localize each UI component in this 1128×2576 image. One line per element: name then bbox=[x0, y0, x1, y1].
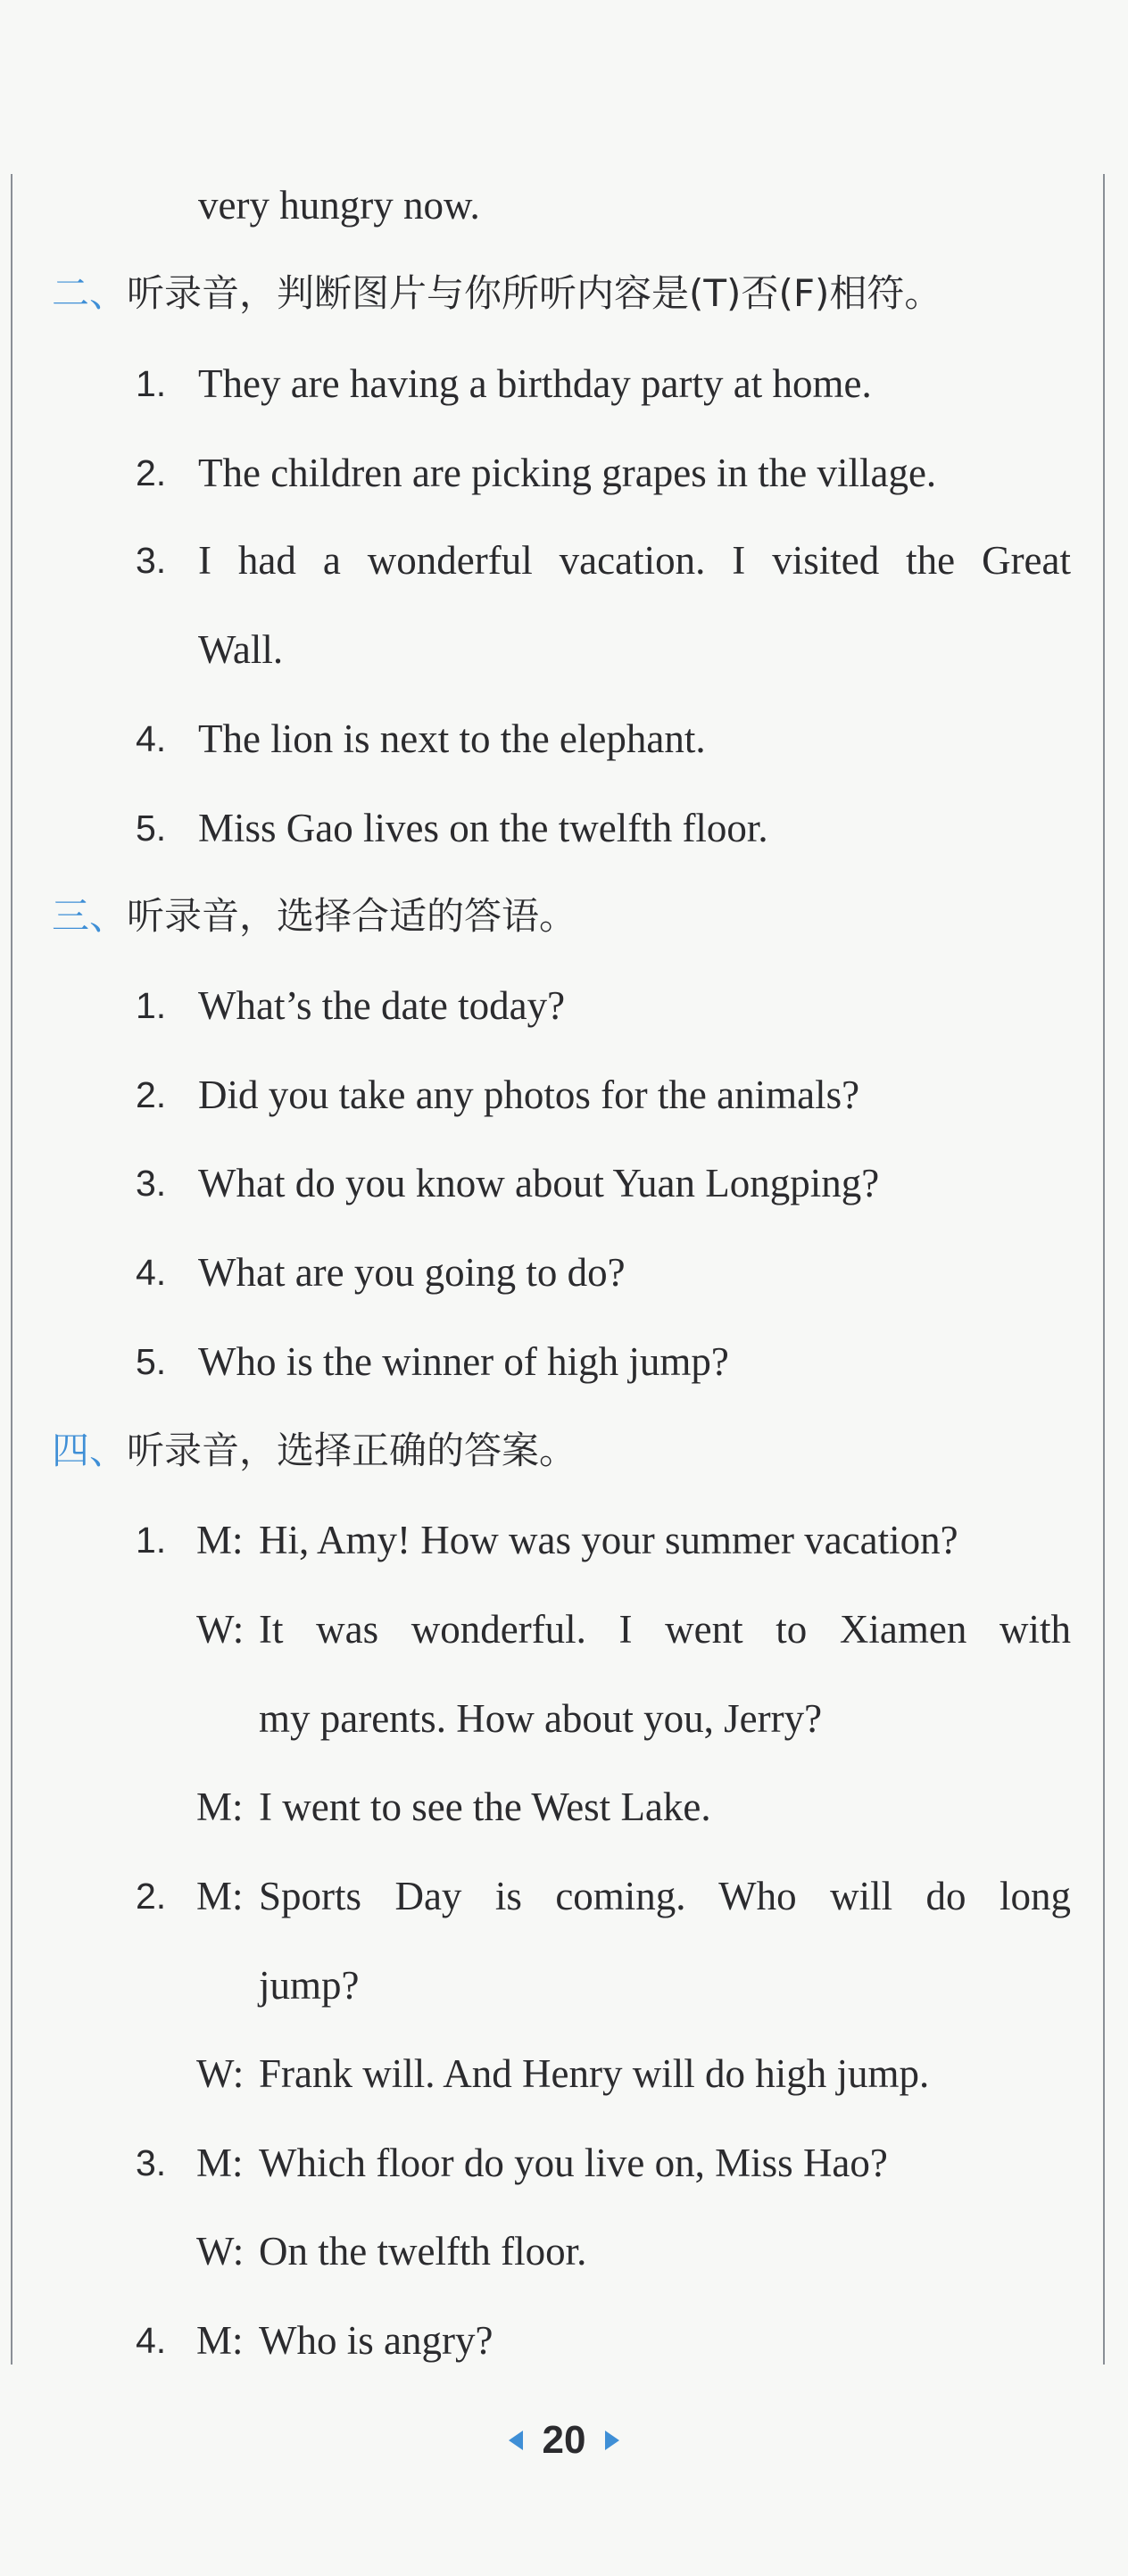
dialogue-text-continued: jump? bbox=[259, 1963, 360, 2008]
section-title: 听录音，判断图片与你所听内容是(T)否(F)相符。 bbox=[127, 271, 942, 315]
section-number: 三、 bbox=[52, 894, 128, 938]
section-title: 听录音，选择合适的答语。 bbox=[127, 894, 577, 938]
item-number: 2. bbox=[136, 1876, 167, 1917]
speaker-label: W: bbox=[196, 2051, 245, 2096]
page-border-left bbox=[11, 174, 12, 2365]
section-number: 二、 bbox=[52, 271, 128, 315]
item-text: What’s the date today? bbox=[198, 983, 566, 1028]
speaker-label: M: bbox=[196, 1785, 244, 1829]
item-number: 5. bbox=[136, 808, 167, 849]
dialogue-text-continued: my parents. How about you, Jerry? bbox=[259, 1696, 823, 1741]
item-text: The lion is next to the elephant. bbox=[198, 716, 706, 761]
item-number: 2. bbox=[136, 1074, 167, 1115]
section-heading bbox=[52, 267, 941, 320]
item-text: Who is the winner of high jump? bbox=[198, 1339, 729, 1384]
speaker-label: M: bbox=[196, 2141, 244, 2185]
item-text: What do you know about Yuan Longping? bbox=[198, 1161, 880, 1205]
section-title: 听录音，选择正确的答案。 bbox=[127, 1429, 577, 1472]
dialogue-text: On the twelfth floor. bbox=[259, 2229, 587, 2274]
speaker-label: M: bbox=[196, 1874, 244, 1918]
item-number: 3. bbox=[136, 2142, 167, 2183]
dialogue-text: Sports Day is coming. Who will do long bbox=[259, 1874, 1071, 1918]
speaker-label: M: bbox=[196, 1518, 244, 1562]
item-number: 4. bbox=[136, 1252, 167, 1293]
item-text: The children are picking grapes in the village. bbox=[198, 451, 937, 495]
dialogue-text: I went to see the West Lake. bbox=[259, 1785, 711, 1829]
triangle-left-icon bbox=[509, 2431, 523, 2450]
item-text: What are you going to do? bbox=[198, 1250, 626, 1295]
page-footer bbox=[0, 2409, 1128, 2472]
section-heading bbox=[52, 1424, 576, 1478]
item-text: Did you take any photos for the animals? bbox=[198, 1073, 860, 1117]
continued-text-line: very hungry now. bbox=[198, 183, 480, 228]
dialogue-text: Hi, Amy! How was your summer vacation? bbox=[259, 1518, 958, 1562]
item-number: 1. bbox=[136, 985, 167, 1026]
dialogue-text: Frank will. And Henry will do high jump. bbox=[259, 2051, 930, 2096]
item-text-continued: Wall. bbox=[198, 627, 284, 672]
item-text: I had a wonderful vacation. I visited the Great bbox=[198, 538, 1071, 583]
speaker-label: W: bbox=[196, 1607, 245, 1652]
item-text: They are having a birthday party at home. bbox=[198, 361, 872, 406]
triangle-right-icon bbox=[605, 2431, 619, 2450]
item-number: 1. bbox=[136, 1520, 167, 1561]
dialogue-text: It was wonderful. I went to Xiamen with bbox=[259, 1607, 1071, 1652]
page-number: 20 bbox=[542, 2418, 586, 2462]
dialogue-text: Which floor do you live on, Miss Hao? bbox=[259, 2141, 888, 2185]
item-number: 5. bbox=[136, 1341, 167, 1382]
item-text: Miss Gao lives on the twelfth floor. bbox=[198, 806, 768, 850]
speaker-label: M: bbox=[196, 2318, 244, 2363]
item-number: 1. bbox=[136, 363, 167, 404]
item-number: 2. bbox=[136, 452, 167, 493]
page-border-right bbox=[1103, 174, 1105, 2365]
item-number: 4. bbox=[136, 718, 167, 759]
item-number: 4. bbox=[136, 2320, 167, 2361]
speaker-label: W: bbox=[196, 2229, 245, 2274]
item-number: 3. bbox=[136, 1163, 167, 1204]
item-number: 3. bbox=[136, 540, 167, 581]
section-number: 四、 bbox=[52, 1429, 128, 1472]
dialogue-text: Who is angry? bbox=[259, 2318, 494, 2363]
section-heading bbox=[52, 890, 576, 943]
